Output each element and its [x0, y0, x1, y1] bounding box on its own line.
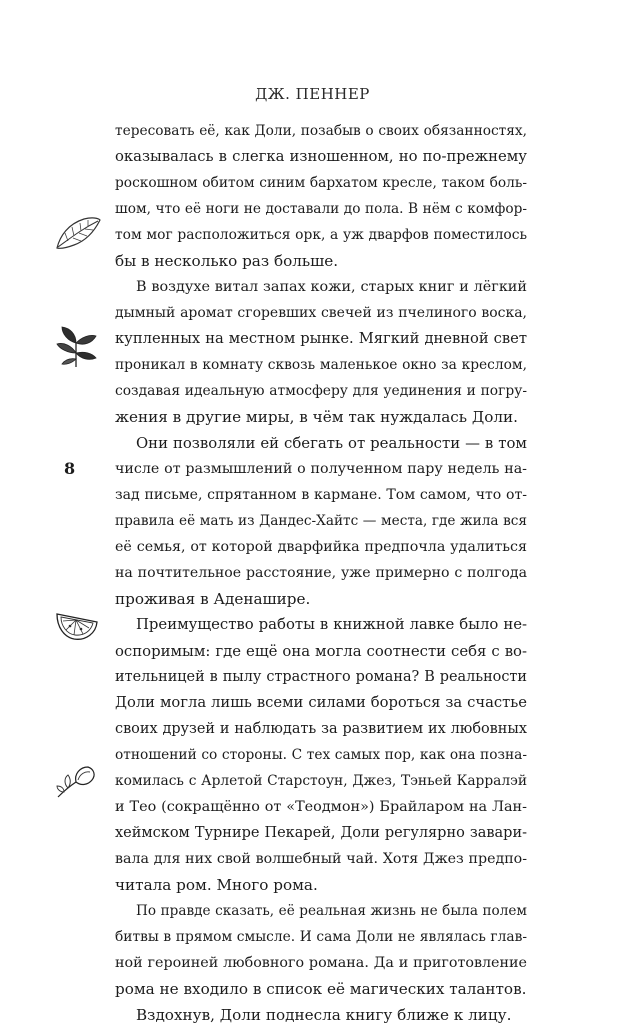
text-line: тересовать её, как Доли, позабыв о своих обязанностях, — [115, 123, 527, 139]
text-line: своих друзей и наблюдать за развитием их любовных — [115, 721, 527, 737]
text-line: шом, что её ноги не доставали до пола. В нём с комфор- — [115, 201, 527, 217]
text-line: битвы в прямом смысле. И сама Доли не являлась глав- — [115, 929, 527, 945]
text-line: оспоримым: где ещё она могла соотнести себя с во- — [115, 642, 527, 660]
basil-sprig-icon — [54, 325, 100, 369]
text-line: оказывалась в слегка изношенном, но по-прежнему — [115, 148, 527, 165]
text-line: Доли могла лишь всеми силами бороться за счастье — [115, 694, 527, 711]
text-line: создавая идеальную атмосферу для уединения и погру- — [115, 383, 527, 399]
text-line: роскошном обитом синим бархатом кресле, таком боль- — [115, 175, 527, 191]
text-line: читала ром. Много рома. — [115, 876, 318, 894]
text-line: проникал в комнату сквозь маленькое окно за креслом, — [115, 357, 527, 373]
flower-bud-icon — [54, 764, 98, 800]
text-line: бы в несколько раз больше. — [115, 252, 339, 270]
text-line: купленных на местном рынке. Мягкий дневной свет — [115, 330, 527, 347]
text-line: том мог расположиться орк, а уж дварфов поместилось — [115, 227, 527, 243]
text-line: и Тео (сокращённо от «Теодмон») Брайларом на Лан- — [115, 799, 527, 815]
text-line: числе от размышлений о полученном пару недель на- — [115, 461, 527, 477]
text-line: ительницей в пылу страстного романа? В реальности — [115, 669, 527, 685]
text-line: зад письме, спрятанном в кармане. Том самом, что от- — [115, 487, 527, 503]
text-line: отношений со стороны. С тех самых пор, как она позна- — [115, 747, 527, 763]
leaf-icon — [54, 214, 102, 252]
text-line: Вздохнув, Доли поднесла книгу ближе к лицу. — [136, 1006, 512, 1024]
text-line: жения в другие миры, в чём так нуждалась Доли. — [115, 408, 518, 426]
text-line: её семья, от которой дварфийка предпочла удалиться — [115, 539, 527, 555]
text-line: проживая в Аденашире. — [115, 590, 311, 608]
text-line: В воздухе витал запах кожи, старых книг и лёгкий — [136, 279, 527, 295]
text-line: правила её мать из Дандес-Хайтс — места, где жила вся — [115, 513, 527, 529]
page-number: 8 — [64, 459, 76, 478]
text-line: Они позволяли ей сбегать от реальности — в том — [136, 434, 527, 452]
text-line: хеймском Турнире Пекарей, Доли регулярно завари- — [115, 825, 527, 841]
text-line: вала для них свой волшебный чай. Хотя Джез предпо- — [115, 851, 527, 867]
text-line: дымный аромат сгоревших свечей из пчелиного воска, — [115, 305, 527, 321]
body-text — [115, 118, 527, 1028]
text-line: на почтительное расстояние, уже примерно с полгода — [115, 565, 527, 581]
lemon-slice-icon — [54, 608, 100, 644]
text-line: Преимущество работы в книжной лавке было не- — [136, 616, 527, 633]
text-line: комилась с Арлетой Старстоун, Джез, Тэньей Карралэй — [115, 773, 527, 789]
text-line: ной героиней любовного романа. Да и приготовление — [115, 955, 527, 971]
running-header: ДЖ. ПЕННЕР — [255, 85, 370, 103]
text-line: рома не входило в список её магических талантов. — [115, 980, 527, 998]
text-line: По правде сказать, её реальная жизнь не была полем — [136, 903, 527, 919]
